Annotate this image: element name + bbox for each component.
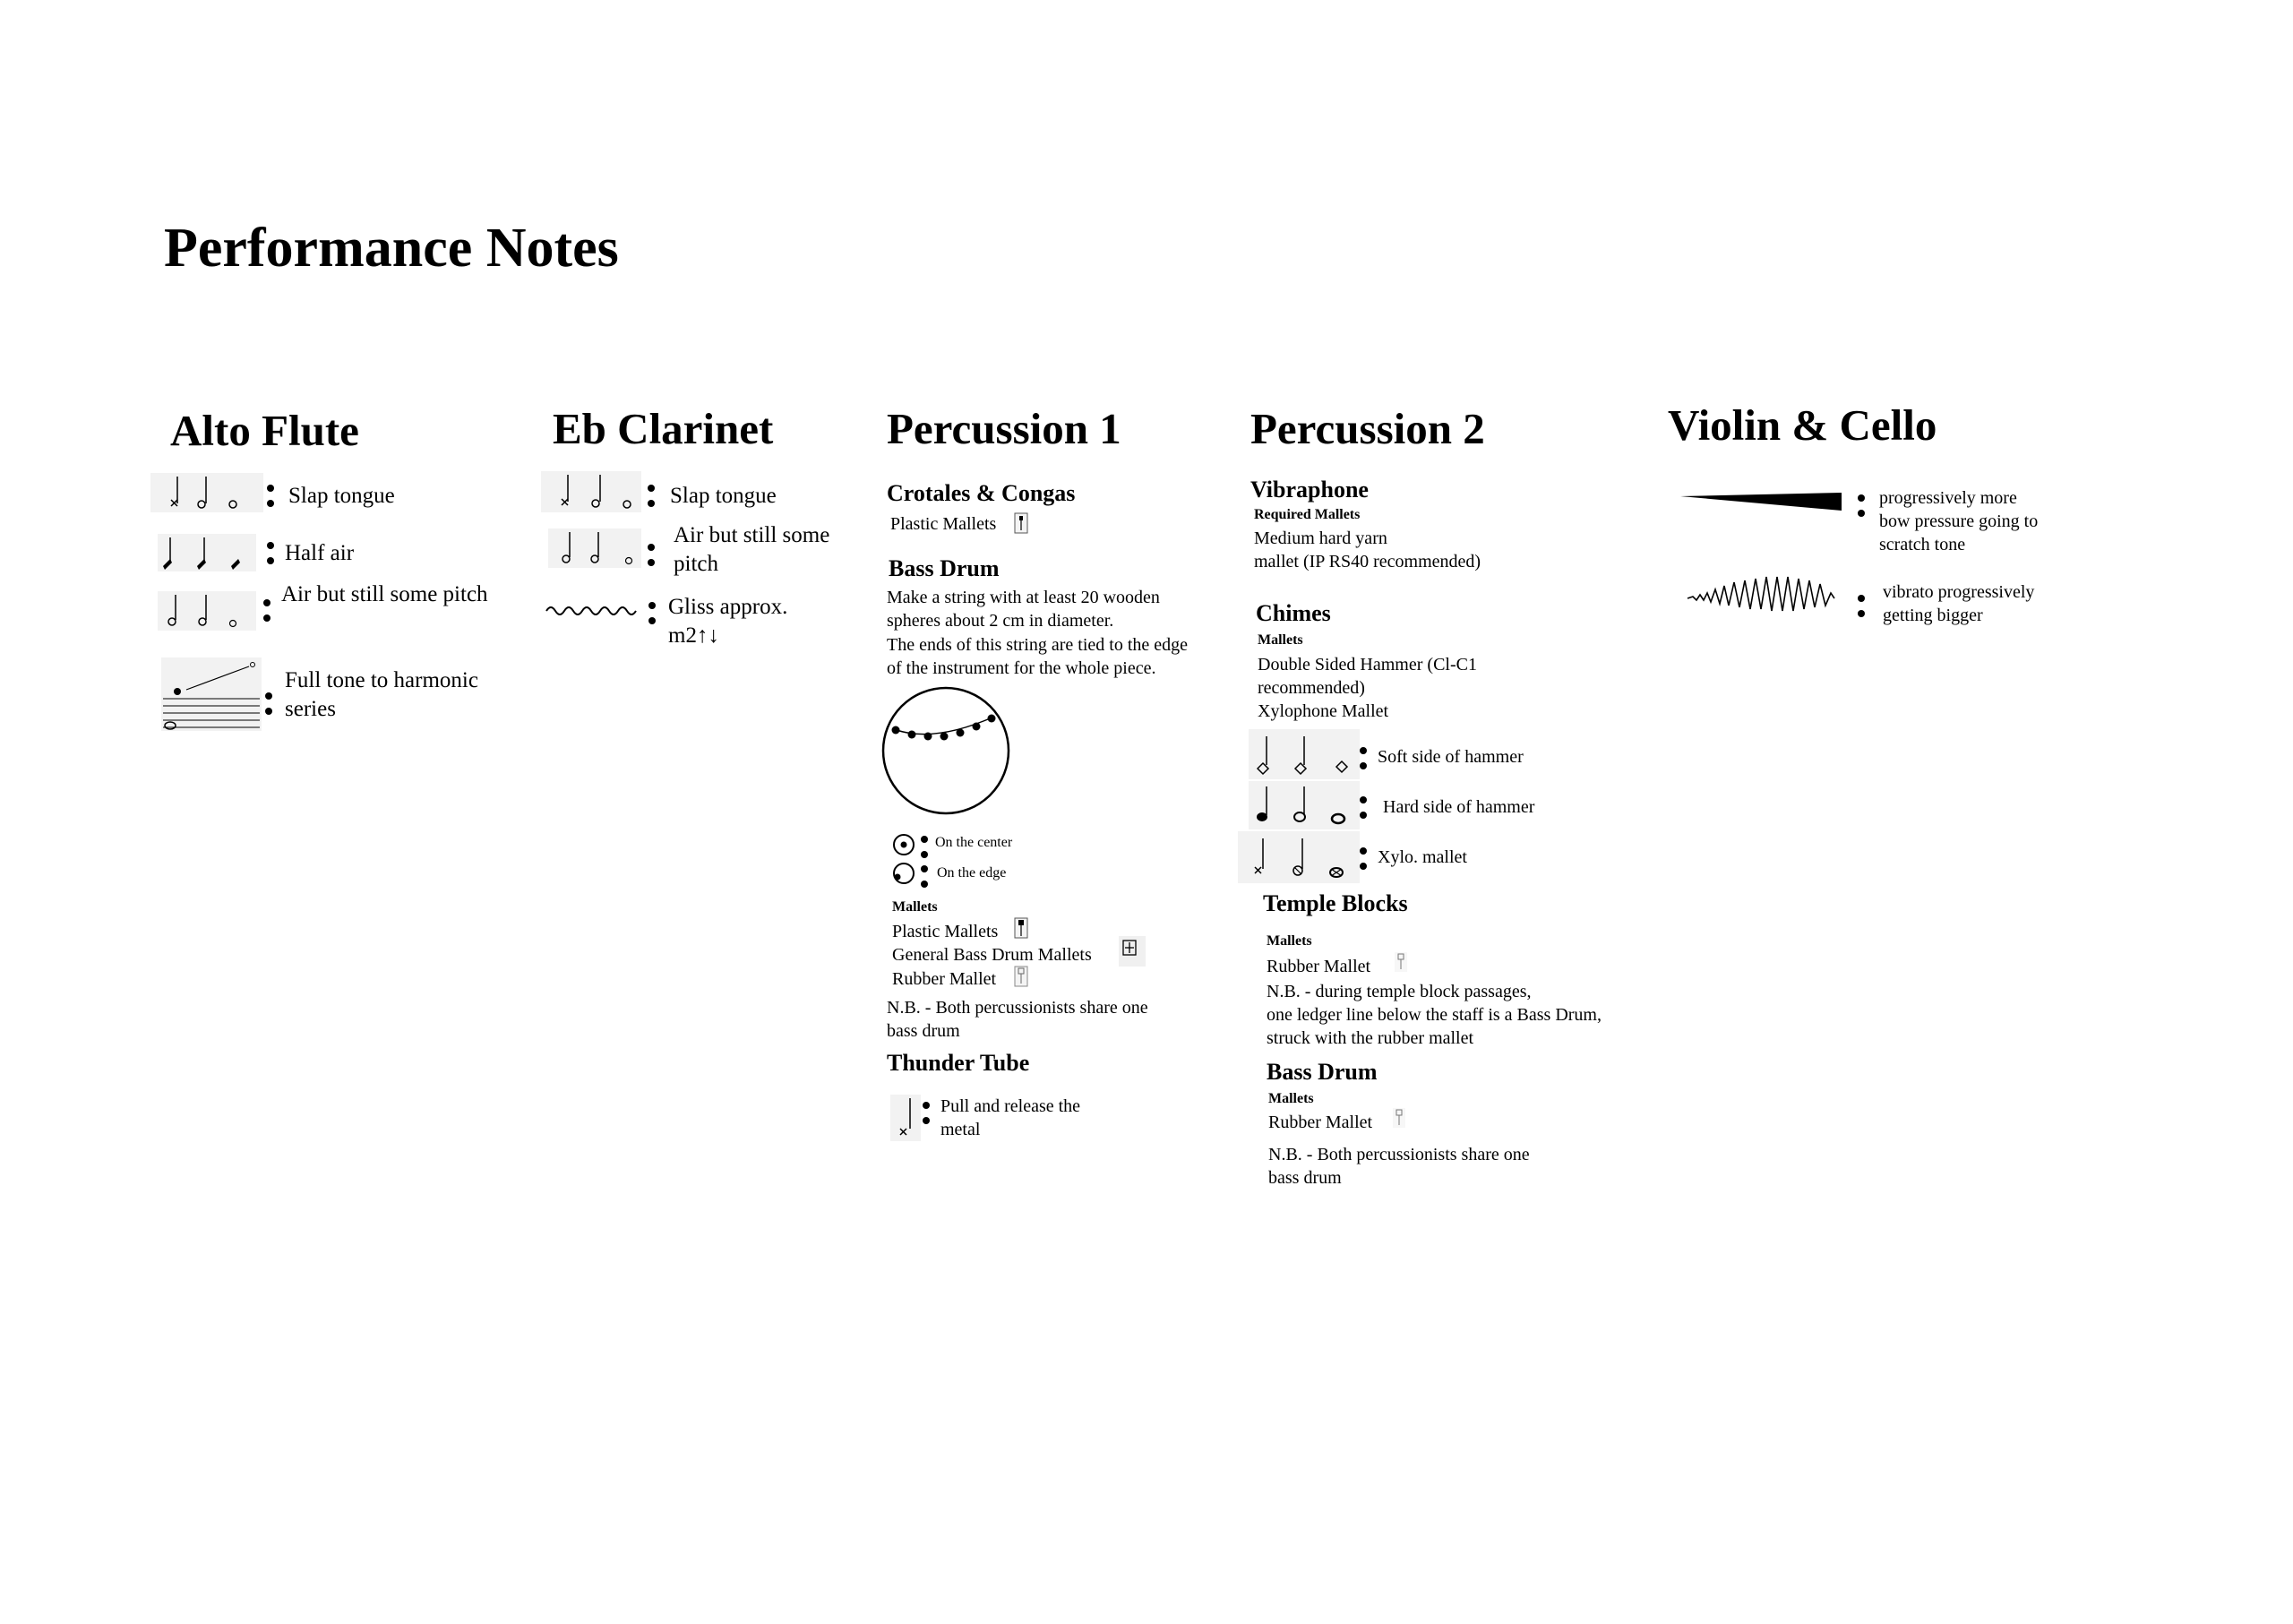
- chimes-mallet: Xylophone Mallet: [1258, 701, 1389, 721]
- shared-drum-note: bass drum: [887, 1021, 960, 1041]
- crotales-congas-heading: Crotales & Congas: [887, 480, 1076, 506]
- note-half-air-icon: [158, 534, 256, 571]
- note-x-head-icon: [150, 473, 263, 512]
- eb-clarinet-heading: Eb Clarinet: [553, 404, 774, 453]
- vibraphone-mallet: mallet (IP RS40 recommended): [1254, 552, 1481, 571]
- gliss-wave-icon: [545, 602, 638, 616]
- vibraphone-heading: Vibraphone: [1250, 477, 1369, 503]
- bass-drum-description: Make a string with at least 20 wooden: [887, 588, 1160, 607]
- alto-flute-item: Slap tongue: [288, 484, 395, 508]
- mallets-label: Mallets: [892, 899, 938, 915]
- alto-flute-heading: Alto Flute: [170, 406, 359, 455]
- edge-strike-icon: [892, 862, 915, 885]
- edge-strike-label: On the edge: [937, 865, 1007, 881]
- eb-clarinet-item: Air but still some pitch: [674, 523, 830, 576]
- chimes-mallet: recommended): [1258, 678, 1365, 698]
- bass-drum-2-heading: Bass Drum: [1267, 1059, 1378, 1085]
- temple-blocks-heading: Temple Blocks: [1263, 890, 1408, 916]
- thunder-tube-heading: Thunder Tube: [887, 1050, 1030, 1076]
- mallet-icon: [1014, 917, 1028, 939]
- bass-drum-description: of the instrument for the whole piece.: [887, 658, 1156, 678]
- eb-clarinet-item: Slap tongue: [670, 484, 777, 508]
- note-x-head-icon: [541, 471, 641, 512]
- alto-flute-item: Half air: [285, 541, 355, 565]
- chimes-item: Xylo. mallet: [1378, 847, 1467, 867]
- mallets-label: Mallets: [1258, 632, 1303, 648]
- temple-blocks-note: N.B. - during temple block passages,: [1267, 982, 1532, 1001]
- thunder-tube-item: metal: [940, 1120, 981, 1139]
- crotales-mallet: Plastic Mallets: [890, 514, 997, 534]
- percussion-1-heading: Percussion 1: [887, 404, 1121, 453]
- violin-cello-heading: Violin & Cello: [1668, 400, 1937, 450]
- temple-blocks-note: one ledger line below the staff is a Bass Drum,: [1267, 1005, 1602, 1025]
- note-x-head-icon: [890, 1095, 921, 1141]
- mallet-icon: [1014, 512, 1028, 534]
- chimes-mallet: Double Sided Hammer (Cl-C1: [1258, 655, 1477, 675]
- alto-flute-item: Air but still some pitch: [281, 582, 488, 606]
- shared-drum-note: N.B. - Both percussionists share one: [1268, 1145, 1530, 1164]
- bass-drum-description: spheres about 2 cm in diameter.: [887, 611, 1114, 631]
- harmonic-staff-icon: [161, 657, 262, 731]
- mallets-label: Mallets: [1268, 1091, 1314, 1106]
- soft-hammer-notes-icon: [1249, 729, 1360, 779]
- mallet-icon: [1394, 951, 1408, 973]
- mallets-label: Mallets: [1267, 933, 1312, 949]
- violin-cello-item: scratch tone: [1879, 535, 1966, 554]
- page-title: Performance Notes: [164, 218, 619, 279]
- thunder-tube-item: Pull and release the: [940, 1096, 1081, 1116]
- vibrato-wave-icon: [1686, 570, 1838, 618]
- mallet-icon: [1118, 935, 1146, 967]
- shared-drum-note: bass drum: [1268, 1168, 1342, 1188]
- mallet-item: Plastic Mallets: [892, 922, 999, 941]
- center-strike-label: On the center: [935, 835, 1013, 850]
- vibraphone-mallet: Medium hard yarn: [1254, 528, 1387, 548]
- violin-cello-item: getting bigger: [1883, 606, 1983, 625]
- xylo-mallet-notes-icon: [1238, 831, 1360, 883]
- temple-blocks-mallet: Rubber Mallet: [1267, 957, 1371, 976]
- chimes-heading: Chimes: [1256, 600, 1331, 626]
- bass-drum-2-mallet: Rubber Mallet: [1268, 1113, 1373, 1132]
- center-strike-icon: [892, 833, 915, 856]
- wedge-pressure-icon: [1680, 491, 1843, 512]
- bass-drum-description: The ends of this string are tied to the edge: [887, 635, 1189, 655]
- chimes-item: Soft side of hammer: [1378, 747, 1524, 767]
- mallet-item: General Bass Drum Mallets: [892, 945, 1092, 965]
- violin-cello-item: vibrato progressively: [1883, 582, 2035, 602]
- percussion-2-heading: Percussion 2: [1250, 404, 1485, 453]
- mallet-icon: [1014, 966, 1028, 987]
- shared-drum-note: N.B. - Both percussionists share one: [887, 998, 1148, 1018]
- bass-drum-heading: Bass Drum: [889, 555, 1000, 581]
- violin-cello-item: progressively more: [1879, 488, 2017, 508]
- chimes-item: Hard side of hammer: [1383, 797, 1535, 817]
- mallet-item: Rubber Mallet: [892, 969, 997, 989]
- note-air-icon: [158, 591, 256, 631]
- eb-clarinet-item: Gliss approx. m2↑↓: [668, 595, 788, 648]
- required-mallets-label: Required Mallets: [1254, 507, 1361, 522]
- bass-drum-spheres-icon: [880, 684, 1012, 817]
- violin-cello-item: bow pressure going to: [1879, 511, 2039, 531]
- alto-flute-item: Full tone to harmonic series: [285, 668, 478, 721]
- note-air-icon: [548, 528, 641, 568]
- hard-hammer-notes-icon: [1249, 781, 1360, 829]
- temple-blocks-note: struck with the rubber mallet: [1267, 1028, 1474, 1048]
- mallet-icon: [1392, 1107, 1406, 1129]
